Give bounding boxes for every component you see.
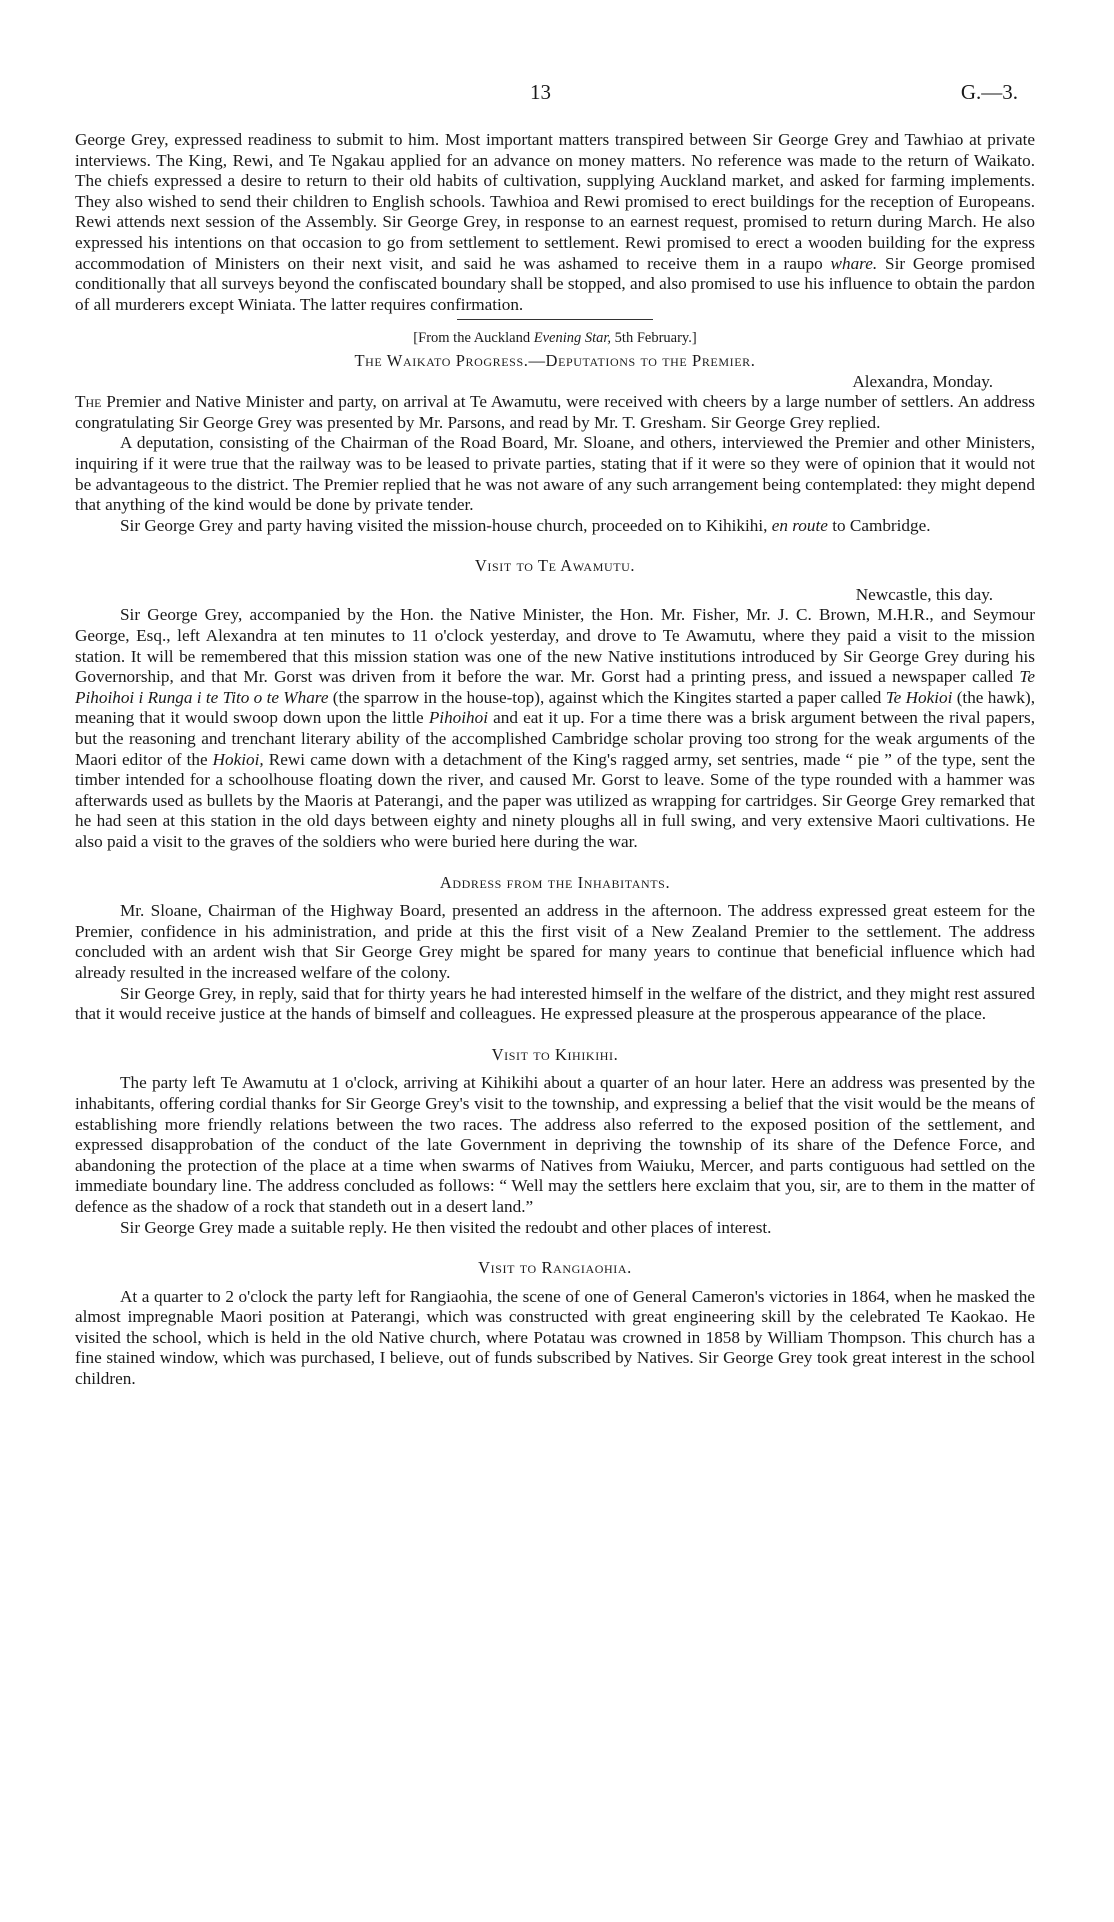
document-reference: G.—3. [960, 80, 1018, 104]
source-citation: [From the Auckland Evening Star, 5th February.] [413, 330, 697, 347]
separator-rule [457, 319, 653, 320]
paragraph-rangiaohia: At a quarter to 2 o'clock the party left for Rangiaohia, the scene of one of General Cameron's victories in 1864, when he masked the almost impregnable Maori position at Paterangi, which was constructed with great engineering skill by the celebrated Te Kaokao. He visited the school, which is held in the old Native church, where Potatau was crowned in 1858 by William Thompson. This church has a fine stained window, which was purchased, I believe, out of funds subscribed by Natives. Sir George Grey took great interest in the school children. [75, 1286, 1035, 1389]
paragraph-visit-te-awamutu: Sir George Grey, accompanied by the Hon. the Native Minister, the Hon. Mr. Fisher, Mr. J. C. Brown, M.H.R., and Seymour George, Esq., left Alexandra at ten minutes to 11 o'clock yesterday, and drove to Te Awamutu, where they paid a visit to the mission station. It will be remembered that this mission station was one of the new Native institutions introduced by Sir George Grey during his Governorship, and that Mr. Gorst was driven from it before the war. Mr. Gorst had a printing press, and issued a newspaper called Te Pihoihoi i Runga i te Tito o te Whare (the sparrow in the house-top), against which the Kingites started a paper called Te Hokioi (the hawk), meaning that it would swoop down upon the little Pihoihoi and eat it up. For a time there was a brisk argument between the rival papers, but the reasoning and trenchant literary ability of the accomplished Cambridge scholar proving too strong for the weak arguments of the Maori editor of the Hokioi, Rewi came down with a detachment of the King's ragged army, set sentries, made “ pie ” of the type, sent the timber intended for a schoolhouse floating down the river, and caused Mr. Gorst to leave. Some of the type rounded with a hammer was afterwards used as bullets by the Maoris at Paterangi, and the paper was utilized as wrapping for cartridges. Sir George Grey remarked that he had seen at this station in the old days between eighty and ninety ploughs all in full swing, and very extensive Maori cultivations. He also paid a visit to the graves of the soldiers who were buried here during the war. [75, 605, 1035, 851]
paragraph-deputation: A deputation, consisting of the Chairman of the Road Board, Mr. Sloane, and others, interviewed the Premier and other Ministers, inquiring if it were true that the railway was to be leased to private parties, stating that if it were so they were of opinion that it would not be advantageous to the district. The Premier replied that he was not aware of any such arrangement being contemplated: they might depend that anything of the kind would be done by private tender. [75, 433, 1035, 515]
section-heading-rangiaohia: Visit to Rangiaohia. [478, 1258, 632, 1278]
paragraph-premier-arrival: The Premier and Native Minister and party, on arrival at Te Awamutu, were received with cheers by a large number of settlers. An address congratulating Sir George Grey was presented by Mr. Parsons, and read by Mr. T. Gresham. Sir George Grey replied. [75, 392, 1035, 432]
section-heading-address: Address from the Inhabitants. [439, 872, 671, 892]
page-number: 13 [530, 80, 551, 104]
paragraph-opening: George Grey, expressed readiness to submit to him. Most important matters transpired between Sir George Grey and Tawhiao at private interviews. The King, Rewi, and Te Ngakau applied for an advance on money matters. No reference was made to the return of Waikato. The chiefs expressed a desire to return to their old habits of cultivation, supplying Auckland market, and asked for farming implements. They also wished to send their children to English schools. Tawhioa and Rewi promised to erect buildings for the reception of Europeans. Rewi attends next session of the Assembly. Sir George Grey, in response to an earnest request, promised to return during March. He also expressed his intentions on that occasion to go from settlement to settlement. Rewi promised to erect a wooden building for the express accommodation of Ministers on their next visit, and said he was ashamed to receive them in a raupo whare. Sir George promised conditionally that all surveys beyond the confiscated boundary shall be stopped, and also promised to use his influence to obtain the pardon of all murderers except Winiata. The latter requires confirmation. [75, 130, 1035, 314]
paragraph-mission-house: Sir George Grey and party having visited the mission-house church, proceeded on to Kihikihi, en route to Cambridge. [120, 515, 931, 535]
section-heading-kihikihi: Visit to Kihikihi. [491, 1044, 619, 1064]
page-header [0, 82, 1114, 106]
paragraph-kihikihi: The party left Te Awamutu at 1 o'clock, arriving at Kihikihi about a quarter of an hour later. Here an address was presented by the inhabitants, offering cordial thanks for Sir George Grey's visit to the township, and expressing a belief that the visit would be the means of establishing more friendly relations between the two races. The address also referred to the exposed position of the settlement, and expressed disapprobation of the conduct of the late Government in depriving the township of its share of the Defence Force, and abandoning the protection of the place at a time when swarms of Natives from Waiuku, Mercer, and parts contiguous had settled on the immediate boundary line. The address concluded as follows: “ Well may the settlers here exclaim that you, sir, are to them in the matter of defence as the shadow of a rock that standeth out in a desert land.” [75, 1073, 1035, 1216]
dateline-newcastle: Newcastle, this day. [855, 584, 993, 604]
section-heading-waikato-progress: The Waikato Progress.—Deputations to the Premier. [354, 350, 756, 370]
section-heading-te-awamutu: Visit to Te Awamutu. [474, 556, 636, 576]
paragraph-reply: Sir George Grey, in reply, said that for thirty years he had interested himself in the welfare of the district, and they might rest assured that it would receive justice at the hands of bimself and colleagues. He expressed pleasure at the prosperous appearance of the place. [75, 983, 1035, 1024]
dateline-alexandra: Alexandra, Monday. [852, 371, 993, 391]
paragraph-address: Mr. Sloane, Chairman of the Highway Board, presented an address in the afternoon. The address expressed great esteem for the Premier, confidence in his administration, and pride at this the first visit of a New Zealand Premier to the settlement. The address concluded with an ardent wish that Sir George Grey might be spared for many years to continue that beneficial influence which had already resulted in the increased welfare of the colony. [75, 901, 1035, 982]
paragraph-suitable-reply: Sir George Grey made a suitable reply. He then visited the redoubt and other places of interest. [120, 1217, 772, 1237]
article-body [75, 130, 1035, 1390]
